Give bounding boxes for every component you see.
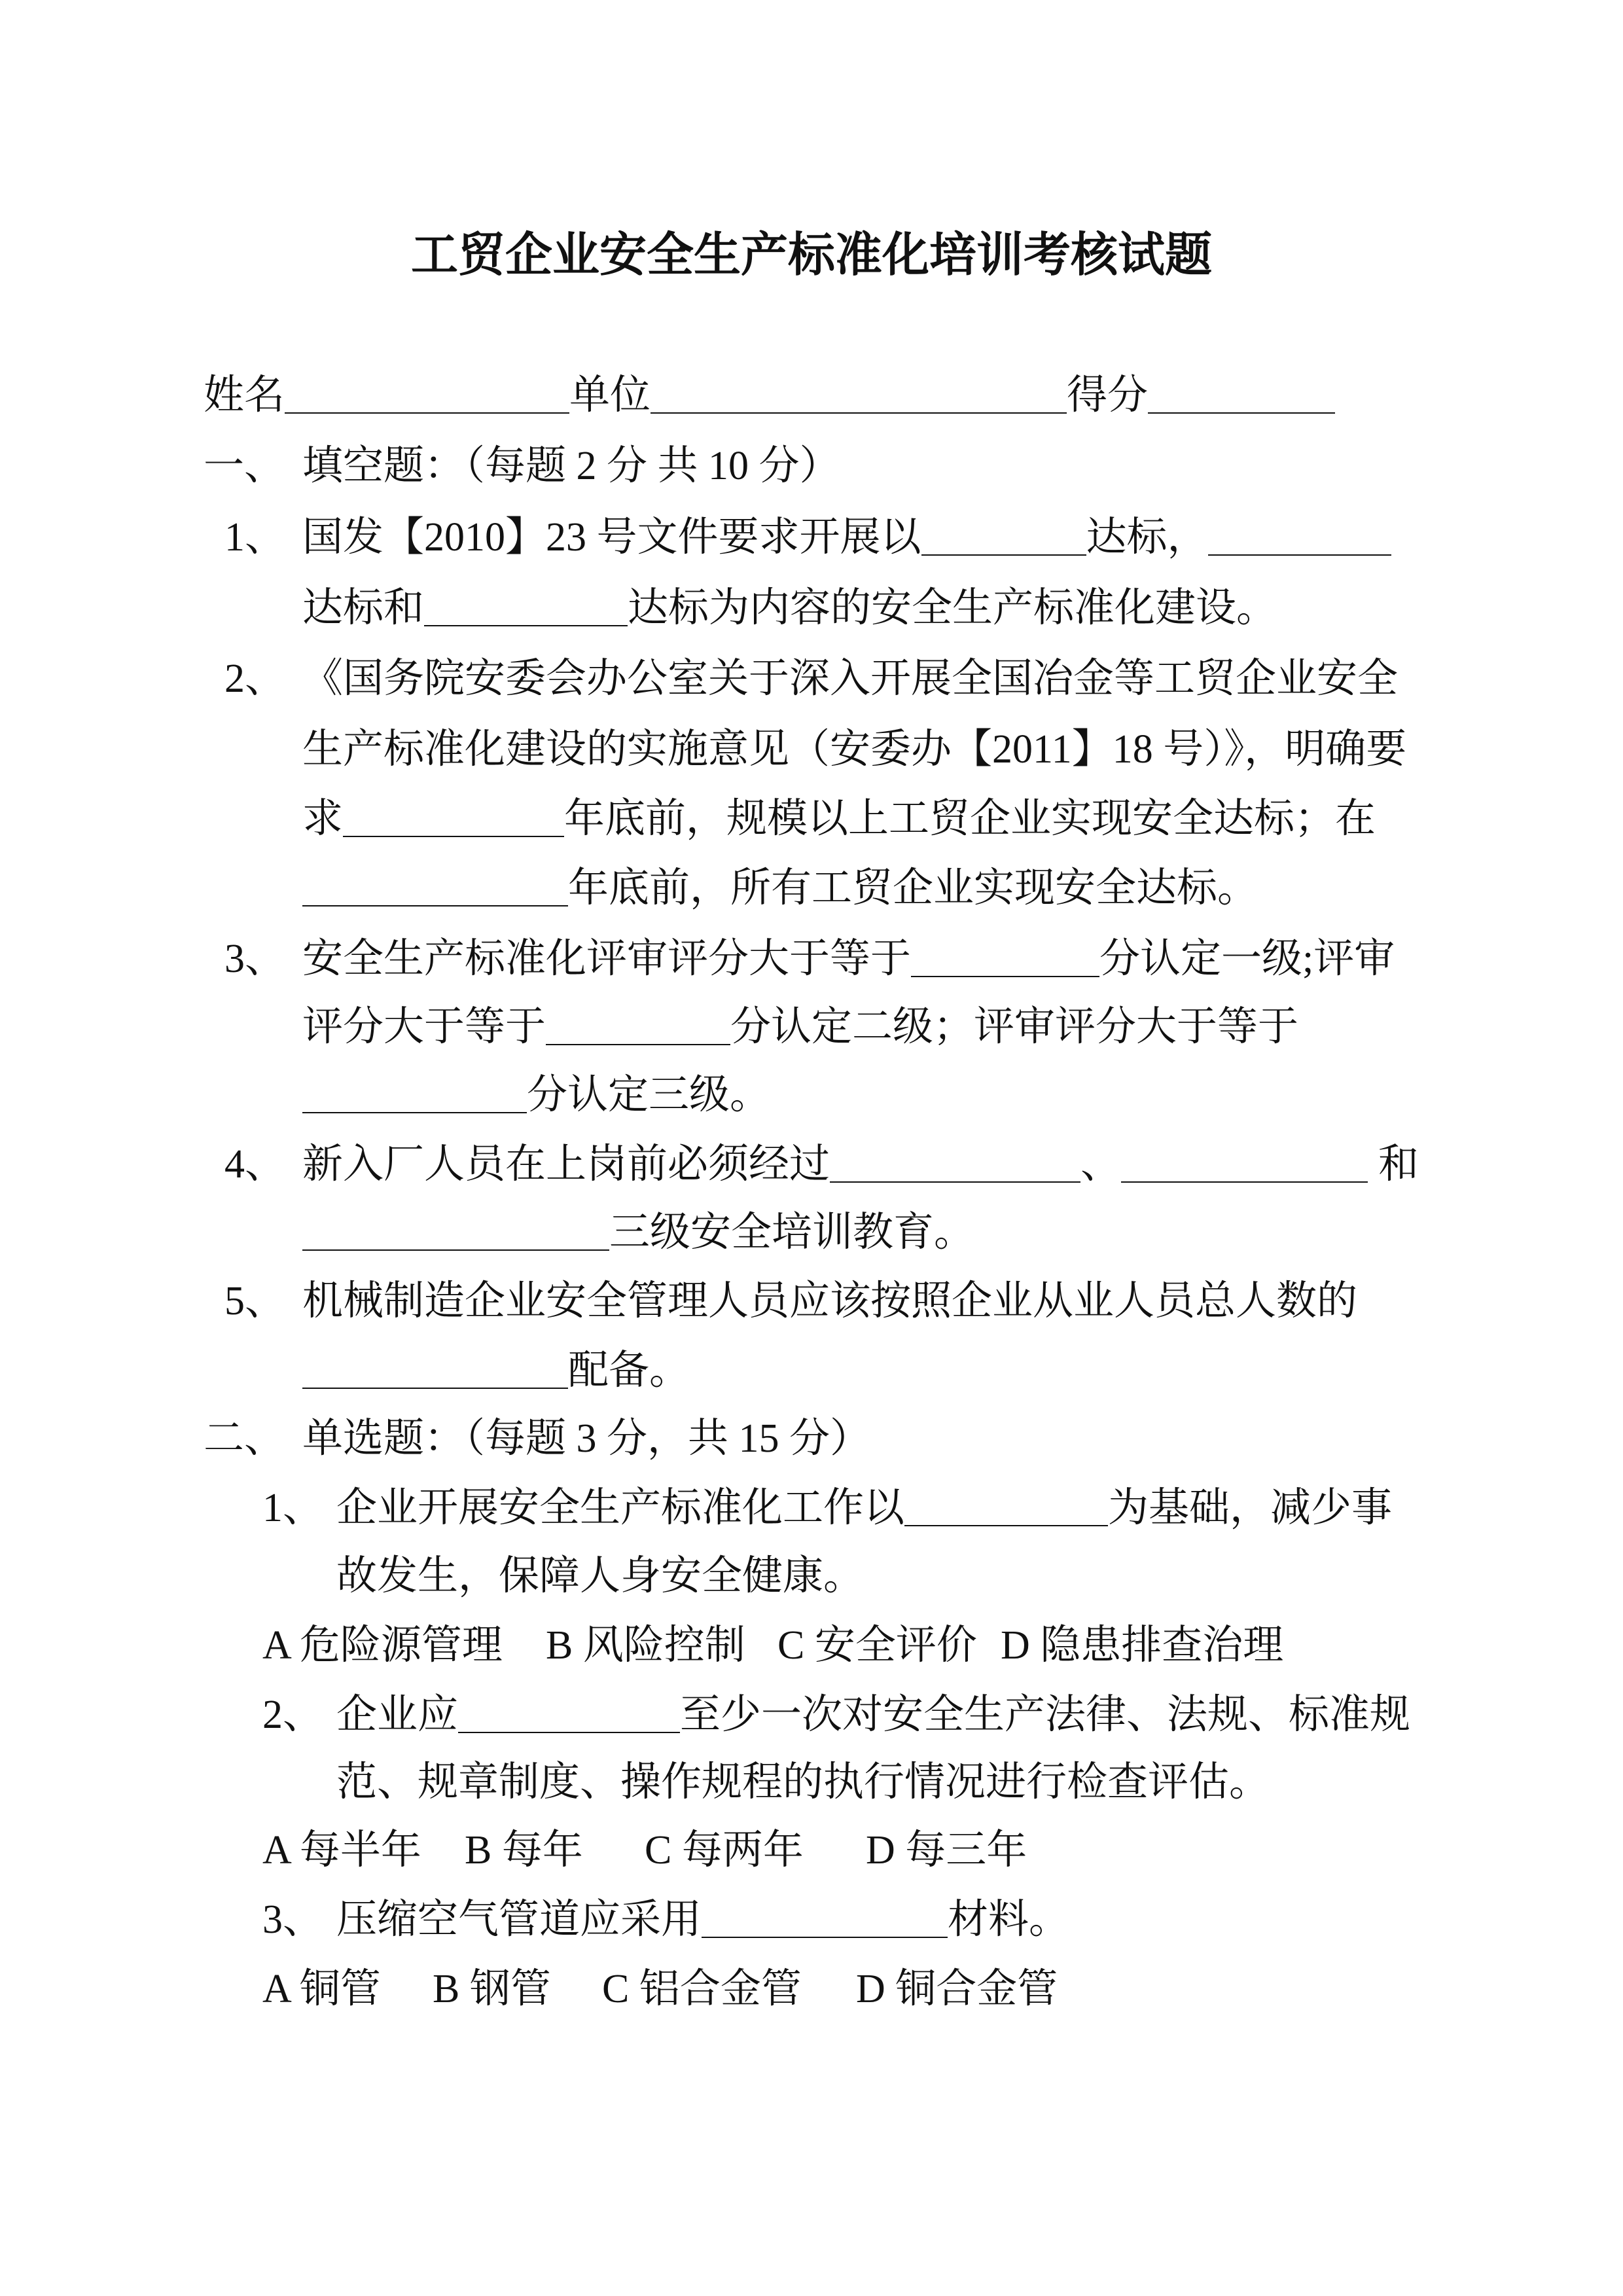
question-text: 新入厂人员在上岗前必须经过 [302,1142,830,1187]
score-label: 得分 [1067,373,1149,418]
answer-blank [921,547,1086,556]
s2-q3-line1 [336,1893,1069,1946]
s2-q2-line1 [336,1689,1410,1741]
s2-q3-number: 3、 [262,1897,324,1942]
section2-heading [302,1412,870,1465]
question-text: 《国务院安委会办公室关于深入开展全国冶金等工贸企业安全 [302,656,1399,701]
unit-blank [651,404,1067,414]
question-text: 评分大于等于 [302,1005,546,1049]
name-label: 姓名 [204,373,285,418]
option-c: C 铝合金管 [602,1967,802,2011]
question-text: 国发【2010】23 号文件要求开展以 [302,515,921,560]
answer-blank [302,1380,568,1389]
answer-blank [830,1174,1080,1183]
s2-q1-line2 [336,1550,864,1602]
s1-q5-line2 [302,1344,690,1397]
s1-q5-number: 5、 [224,1279,286,1323]
s1-q3-line1 [302,933,1395,985]
question-text: 机械制造企业安全管理人员应该按照企业从业人员总人数的 [302,1279,1358,1323]
option-a: A 铜管 [262,1967,381,2011]
s1-q2-line1 [302,653,1398,705]
s1-q1-line1 [302,511,1391,564]
exam-title: 工贸企业安全生产标准化培训考核试题 [410,229,1212,281]
question-text: 企业应 [336,1693,459,1737]
section2-number: 二、 [204,1416,285,1461]
name-blank [285,404,569,414]
question-text: 生产标准化建设的实施意见（安委办【2011】18 号）》，明确要 [302,727,1407,772]
s1-q2-line2 [302,723,1406,776]
question-text: 安全生产标准化评审评分大于等于 [302,937,912,981]
option-c: C 安全评价 [777,1623,977,1668]
answer-blank [302,897,568,906]
question-text: 达标和 [302,586,425,630]
s2-q2-options [0,1824,1623,1876]
option-c: C 每两年 [645,1828,804,1873]
s2-q1-number: 1、 [262,1486,324,1530]
question-text: 、 [1080,1142,1122,1187]
question-text: 分认定三级。 [527,1073,771,1117]
answer-blank [904,1517,1108,1526]
question-text: 分认定二级；评审评分大于等于 [730,1005,1299,1049]
s1-q3-line3 [302,1069,770,1121]
question-text: 年底前，所有工贸企业实现安全达标。 [568,866,1258,910]
s1-q3-number: 3、 [224,937,286,981]
score-blank [1148,404,1335,414]
question-text: 至少一次对安全生产法律、法规、标准规 [680,1693,1411,1737]
s1-q2-line3 [302,793,1376,845]
option-b: B 风险控制 [546,1623,745,1668]
question-text: 为基础，减少事 [1108,1486,1393,1530]
s1-q4-number: 4、 [224,1142,286,1187]
question-text: 故发生，保障人身安全健康。 [336,1554,865,1598]
section1-number: 一、 [204,444,285,488]
s1-q1-number: 1、 [224,515,286,560]
question-text: 材料。 [948,1897,1070,1942]
question-text: 达标为内容的安全生产标准化建设。 [628,586,1277,630]
option-a: A 危险源管理 [262,1623,503,1668]
s2-q3-options [0,1963,1623,2015]
question-text: 达标， [1086,515,1208,560]
question-text: 求 [302,797,344,841]
s1-q4-line2 [302,1206,974,1259]
s1-q4-line1 [302,1138,1419,1191]
question-text: 企业开展安全生产标准化工作以 [336,1486,905,1530]
option-a: A 每半年 [262,1828,421,1873]
s1-q5-line1 [302,1275,1357,1327]
s1-q2-number: 2、 [224,656,286,701]
s2-q2-line2 [336,1756,1270,1808]
option-b: B 每年 [465,1828,583,1873]
option-d: D 每三年 [866,1828,1027,1873]
answer-blank [343,828,564,837]
section1-heading [302,440,840,492]
answer-blank [911,968,1099,977]
answer-blank [424,617,628,626]
s2-q1-options [0,1619,1623,1672]
answer-blank [1208,547,1391,556]
candidate-info-line [204,369,1335,422]
answer-blank [302,1104,527,1113]
question-text: 和 [1378,1142,1419,1187]
section1-heading-text: 填空题：（每题 2 分 共 10 分） [302,444,840,488]
question-text: 年底前，规模以上工贸企业实现安全达标；在 [564,797,1376,841]
s2-q2-number: 2、 [262,1693,324,1737]
question-text: 三级安全培训教育。 [609,1210,975,1255]
answer-blank [702,1929,948,1938]
question-text: 压缩空气管道应采用 [336,1897,702,1942]
answer-blank [302,1242,609,1251]
option-d: D 隐患排查治理 [1001,1623,1284,1668]
s1-q2-line4 [302,862,1258,914]
question-text: 分认定一级;评审 [1099,937,1395,981]
unit-label: 单位 [569,373,651,418]
option-b: B 钢管 [433,1967,551,2011]
section2-heading-text: 单选题：（每题 3 分，共 15 分） [302,1416,871,1461]
s2-q1-line1 [336,1482,1392,1534]
s1-q3-line2 [302,1001,1298,1053]
question-text: 配备。 [568,1348,690,1393]
question-text: 范、规章制度、操作规程的执行情况进行检查评估。 [336,1760,1270,1804]
answer-blank [546,1036,730,1045]
answer-blank [1121,1174,1368,1183]
option-d: D 铜合金管 [856,1967,1058,2011]
answer-blank [458,1724,680,1733]
s1-q1-line2 [302,582,1277,634]
